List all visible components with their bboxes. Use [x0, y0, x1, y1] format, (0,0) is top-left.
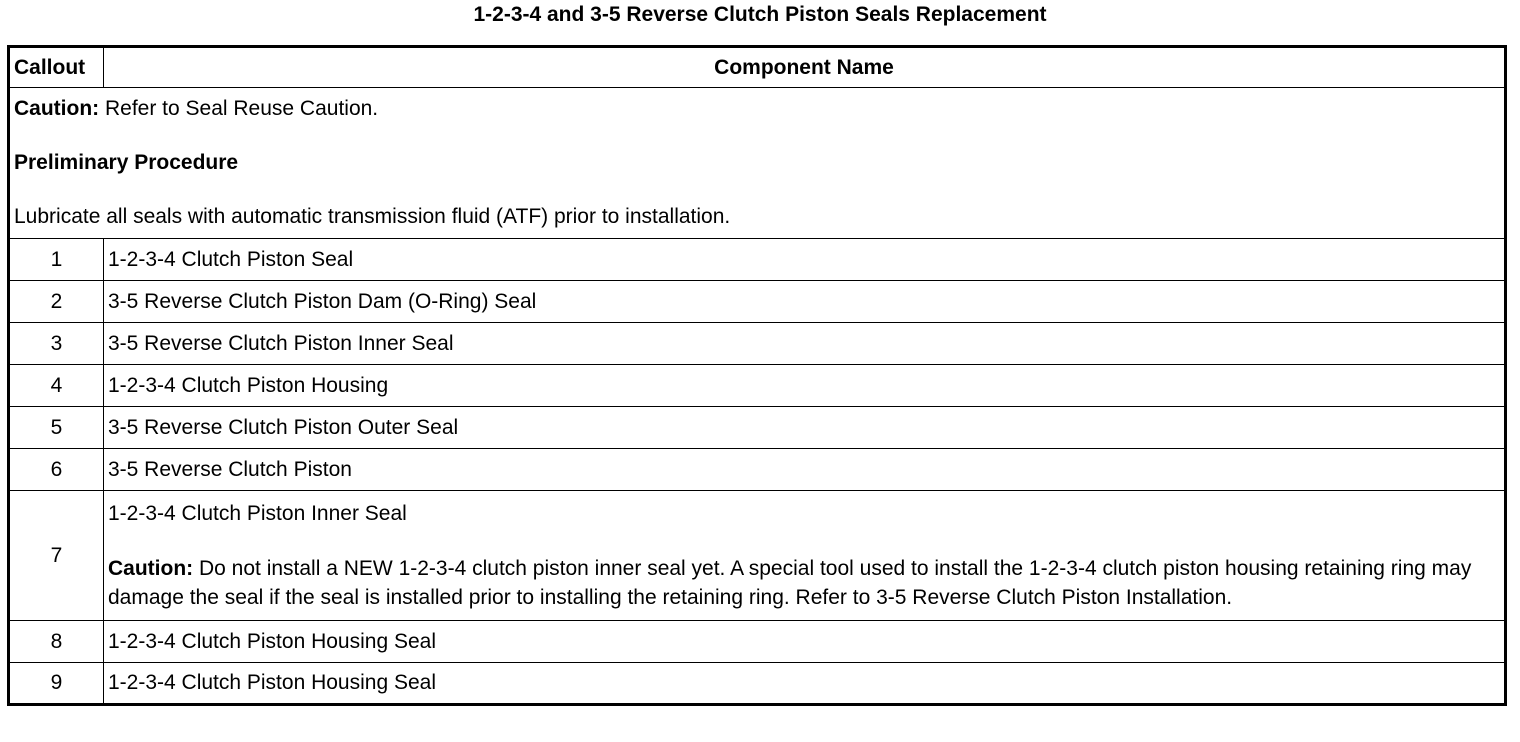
- caution-text: Do not install a NEW 1-2-3-4 clutch piston inner seal yet. A special tool used to install the 1-2-3-4 clutch piston housing retaining ring may damage the seal if the seal is installed prior to installing the retaining ring. Refer to 3-5 Reverse Clutch Piston Installation.: [108, 557, 1472, 609]
- preliminary-procedure-heading: Preliminary Procedure: [14, 151, 239, 174]
- component-name-cell: 1-2-3-4 Clutch Piston Seal: [104, 239, 1506, 281]
- table-row: [9, 365, 1506, 407]
- component-name-cell: 1-2-3-4 Clutch Piston Housing: [104, 365, 1506, 407]
- callout-cell: 5: [9, 407, 104, 449]
- preliminary-procedure-text: Lubricate all seals with automatic transmission fluid (ATF) prior to installation.: [14, 205, 731, 228]
- component-name-cell: 3-5 Reverse Clutch Piston Dam (O-Ring) Seal: [104, 281, 1506, 323]
- table-row: [9, 449, 1506, 491]
- callout-cell: 4: [9, 365, 104, 407]
- callout-cell: 3: [9, 323, 104, 365]
- callout-column-header: Callout: [9, 47, 104, 88]
- components-table: [7, 45, 1507, 706]
- preamble-row: [9, 88, 1506, 239]
- page-title: 1-2-3-4 and 3-5 Reverse Clutch Piston Seals Replacement: [473, 3, 1047, 26]
- component-name-cell: 1-2-3-4 Clutch Piston Housing Seal: [104, 663, 1506, 705]
- caution-text: Refer to Seal Reuse Caution.: [99, 97, 379, 120]
- component-name-cell: 3-5 Reverse Clutch Piston Outer Seal: [104, 407, 1506, 449]
- callout-cell: 7: [9, 491, 104, 621]
- component-name-cell: 3-5 Reverse Clutch Piston: [104, 449, 1506, 491]
- callout-cell: 8: [9, 621, 104, 663]
- callout-cell: 2: [9, 281, 104, 323]
- table-row: [9, 323, 1506, 365]
- component-name-cell: [104, 491, 1506, 621]
- installation-caution: [108, 554, 1500, 612]
- table-header-row: [9, 47, 1506, 88]
- callout-cell: 1: [9, 239, 104, 281]
- caution-label: Caution:: [108, 557, 194, 580]
- component-name-cell: 1-2-3-4 Clutch Piston Housing Seal: [104, 621, 1506, 663]
- table-row: [9, 239, 1506, 281]
- seal-reuse-caution: [14, 96, 1500, 122]
- table-row: [9, 621, 1506, 663]
- caution-label: Caution:: [14, 97, 100, 120]
- preamble-cell: [9, 88, 1506, 239]
- component-name-text: 1-2-3-4 Clutch Piston Inner Seal: [108, 502, 407, 525]
- table-row: [9, 281, 1506, 323]
- table-row: [9, 407, 1506, 449]
- callout-cell: 6: [9, 449, 104, 491]
- table-row: [9, 663, 1506, 705]
- component-name-cell: 3-5 Reverse Clutch Piston Inner Seal: [104, 323, 1506, 365]
- callout-cell: 9: [9, 663, 104, 705]
- component-name-column-header: Component Name: [104, 47, 1506, 88]
- table-row: [9, 491, 1506, 621]
